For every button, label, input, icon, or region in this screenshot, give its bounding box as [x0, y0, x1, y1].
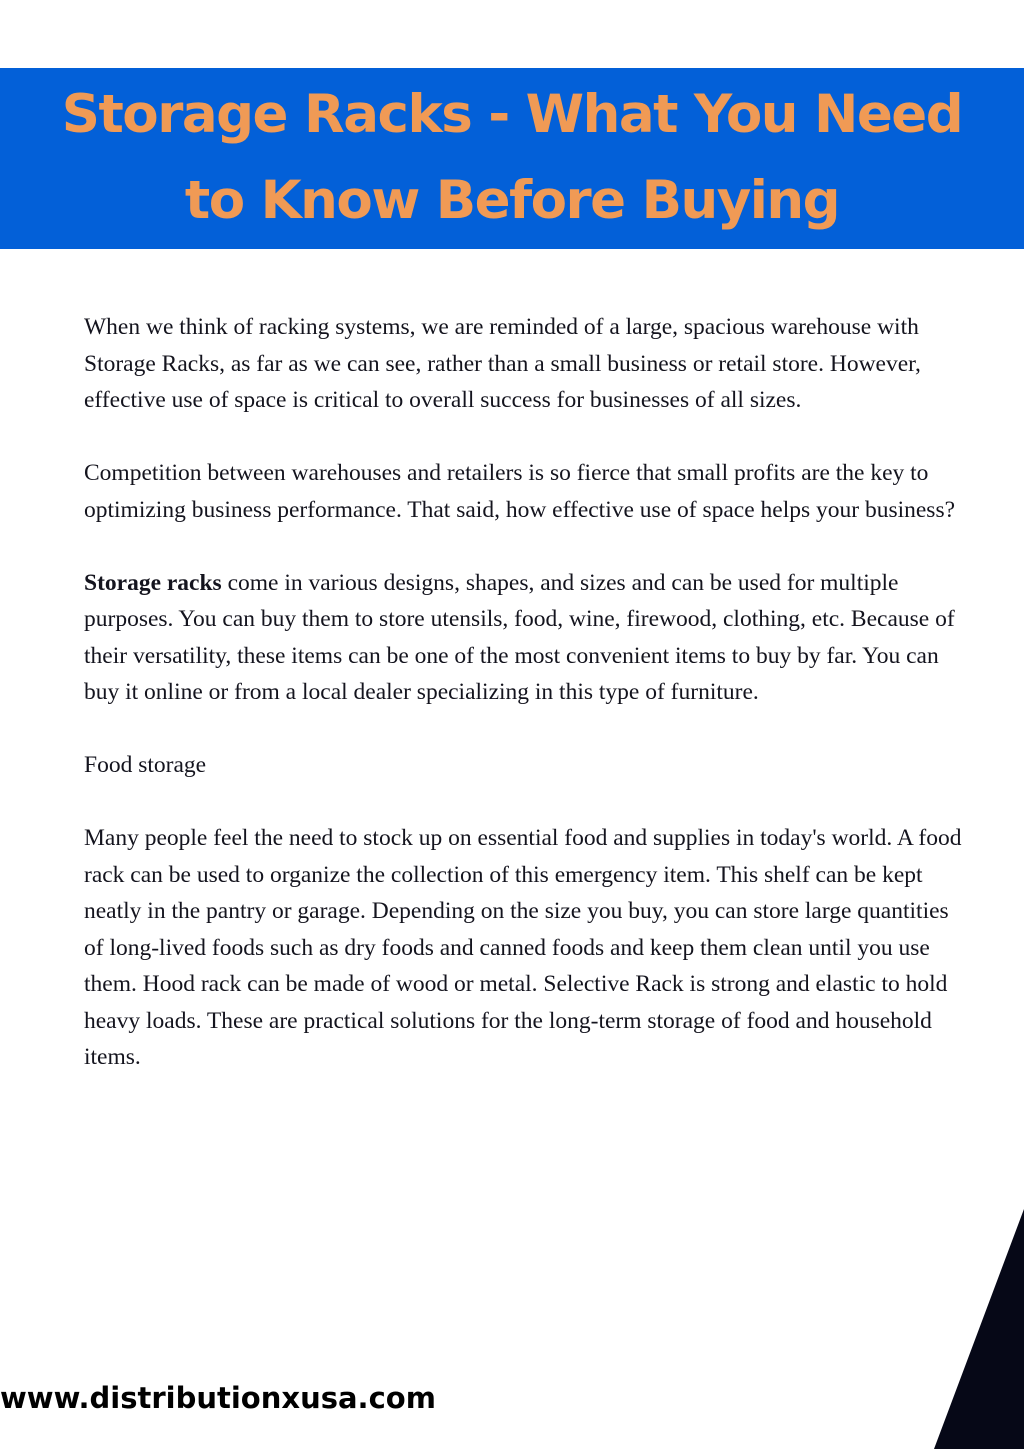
website-url: www.distributionxusa.com [0, 1381, 436, 1415]
paragraph-food-storage: Many people feel the need to stock up on essential food and supplies in today's world. A food rack can be used to organize the collection of this emergency item. This shelf can be kept neatly in the pantry or garage. Depending on the size you buy, you can store large quantities of long-lived foods such as dry foods and canned foods and keep them clean until you use them. Hood rack can be made of wood or metal. Selective Rack is strong and elastic to hold heavy loads. These are practical solutions for the long-term storage of food and household items. [84, 825, 962, 1070]
page-title-line-2: to Know Before Buying [184, 170, 840, 231]
storage-racks-bold-term: Storage racks [84, 569, 222, 596]
storage-racks-text: come in various designs, shapes, and sizes and can be used for multiple purposes. You can buy them to store utensils, food, wine, firewood, clothing, etc. Because of their versatility, these items can be one of the most convenient items to buy by far. You can buy it online or from a local dealer specializing in this type of furniture. [84, 569, 955, 705]
article-body [84, 309, 964, 1076]
paragraph-spacer [84, 784, 964, 821]
paragraph-spacer [84, 711, 964, 748]
paragraph-competition: Competition between warehouses and retailers is so fierce that small profits are the key to optimizing business performance. That said, how effective use of space helps your business? [84, 460, 956, 523]
section-heading-food-storage: Food storage [84, 752, 207, 778]
paragraph-spacer [84, 419, 964, 456]
paragraph-spacer [84, 528, 964, 565]
title-banner [0, 68, 1024, 249]
page-title-line-1: Storage Racks - What You Need [61, 84, 963, 145]
paragraph-storage-racks [84, 565, 964, 711]
paragraph-intro: When we think of racking systems, we are reminded of a large, spacious warehouse with Storage Racks, as far as we can see, rather than a small business or retail store. However, effective use of space is critical to overall success for businesses of all sizes. [84, 314, 921, 413]
corner-triangle-decoration [934, 1209, 1024, 1449]
